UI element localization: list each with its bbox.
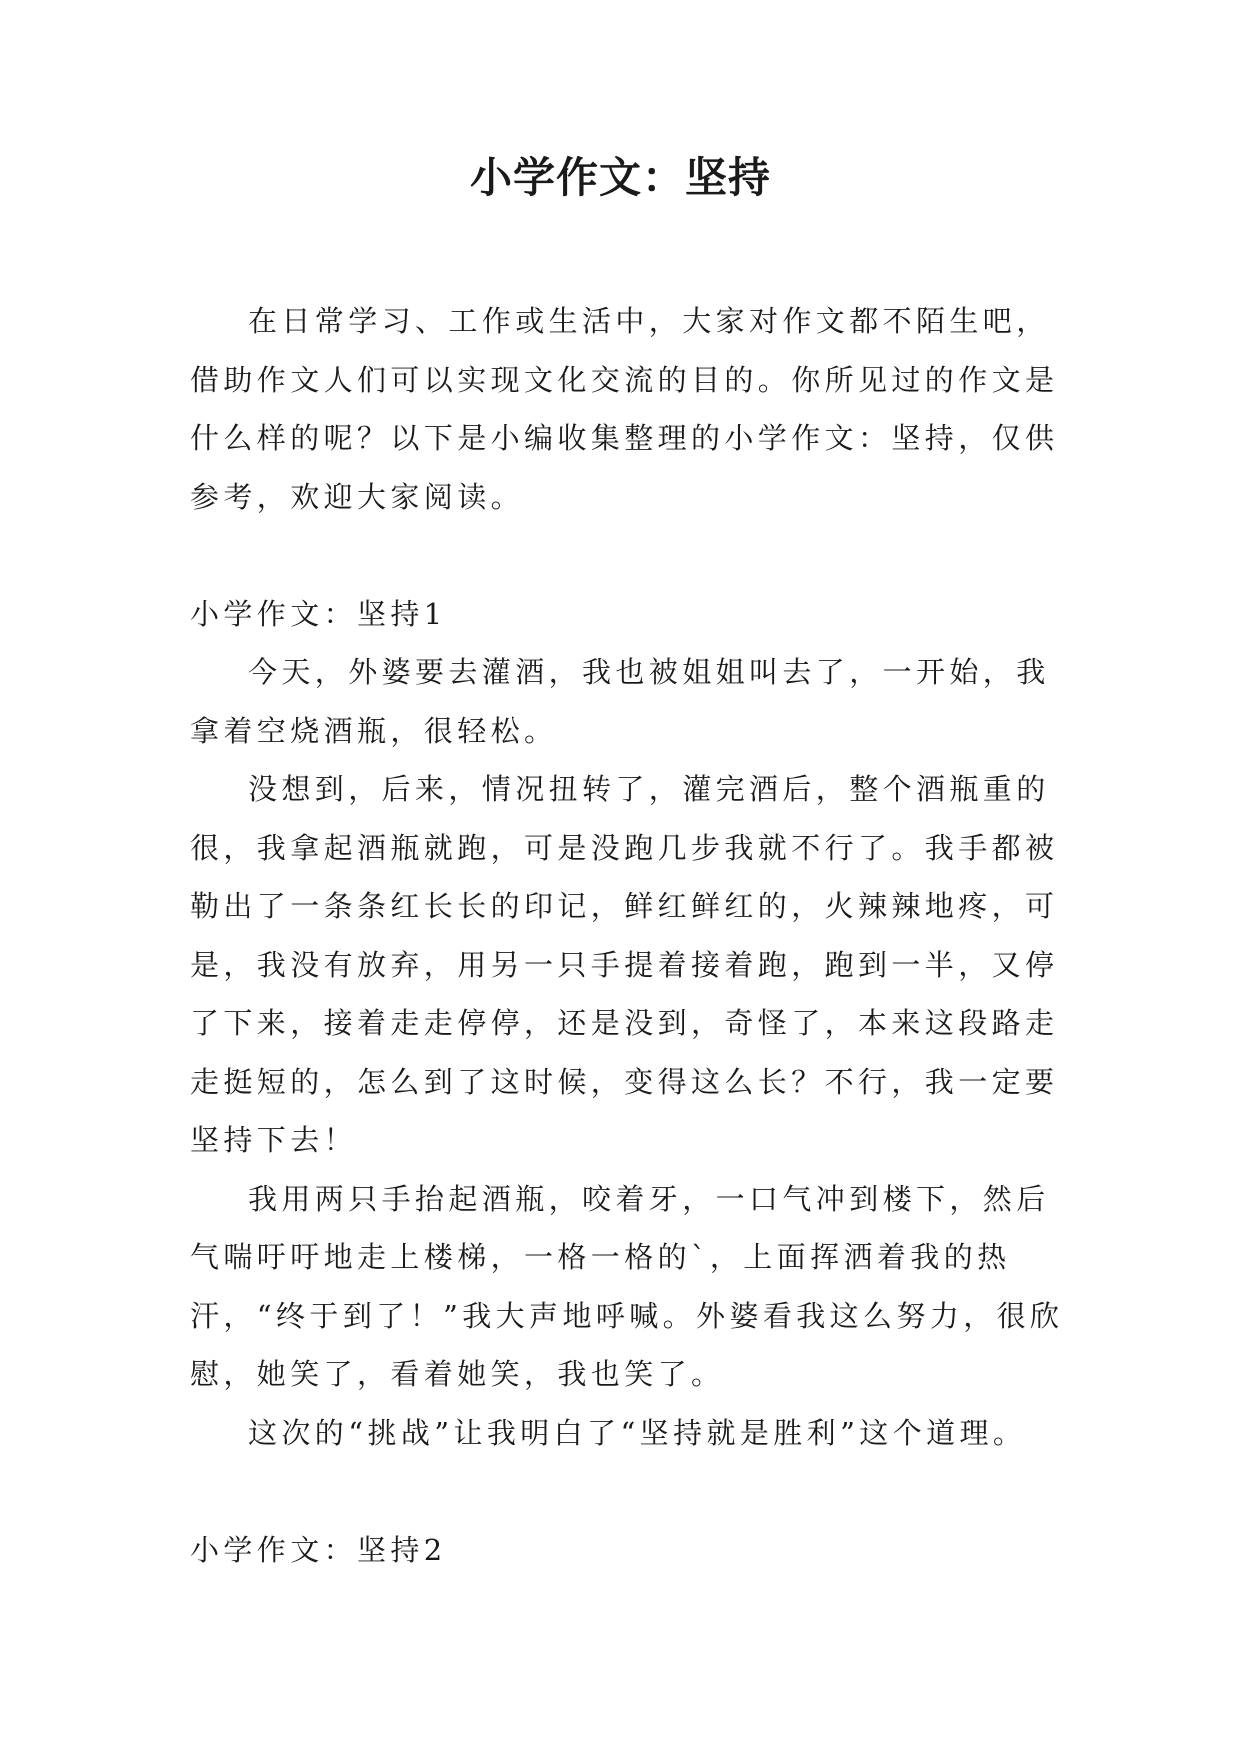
intro-paragraph: 在日常学习、工作或生活中，大家对作文都不陌生吧，借助作文人们可以实现文化交流的目的。你所见过的作文是什么样的呢？以下是小编收集整理的小学作文：坚持，仅供参考，欢迎大家阅读。 [190, 304, 1059, 514]
section-spacer [190, 1462, 1070, 1521]
section-heading-1: 小学作文：坚持1 [190, 596, 447, 631]
section-1-paragraph-2: 没想到，后来，情况扭转了，灌完酒后，整个酒瓶重的很，我拿起酒瓶就跑，可是没跑几步我就不行了。我手都被勒出了一条条红长长的印记，鲜红鲜红的，火辣辣地疼，可是，我没有放弃，用另一只手提着接着跑，跑到一半，又停了下来，接着走走停停，还是没到，奇怪了，本来这段路走走挺短的，怎么到了这时候，变得这么长？不行，我一定要坚持下去！ [190, 772, 1059, 1157]
section-1-paragraph-3: 我用两只手抬起酒瓶，咬着牙，一口气冲到楼下，然后气喘吁吁地走上楼梯，一格一格的`，上面挥洒着我的热汗，“终于到了！”我大声地呼喊。外婆看我这么努力，很欣慰，她笑了，看着她笑，我也笑了。 [190, 1181, 1064, 1391]
section-heading-2: 小学作文：坚持2 [190, 1532, 447, 1567]
section-1-paragraph-4: 这次的“挑战”让我明白了“坚持就是胜利”这个道理。 [248, 1415, 1027, 1450]
section-1-paragraph-1: 今天，外婆要去灌酒，我也被姐姐叫去了，一开始，我拿着空烧酒瓶，很轻松。 [190, 655, 1050, 748]
document-title: 小学作文：坚持 [469, 153, 771, 202]
section-spacer [190, 526, 1070, 585]
document-body [190, 292, 1070, 1579]
